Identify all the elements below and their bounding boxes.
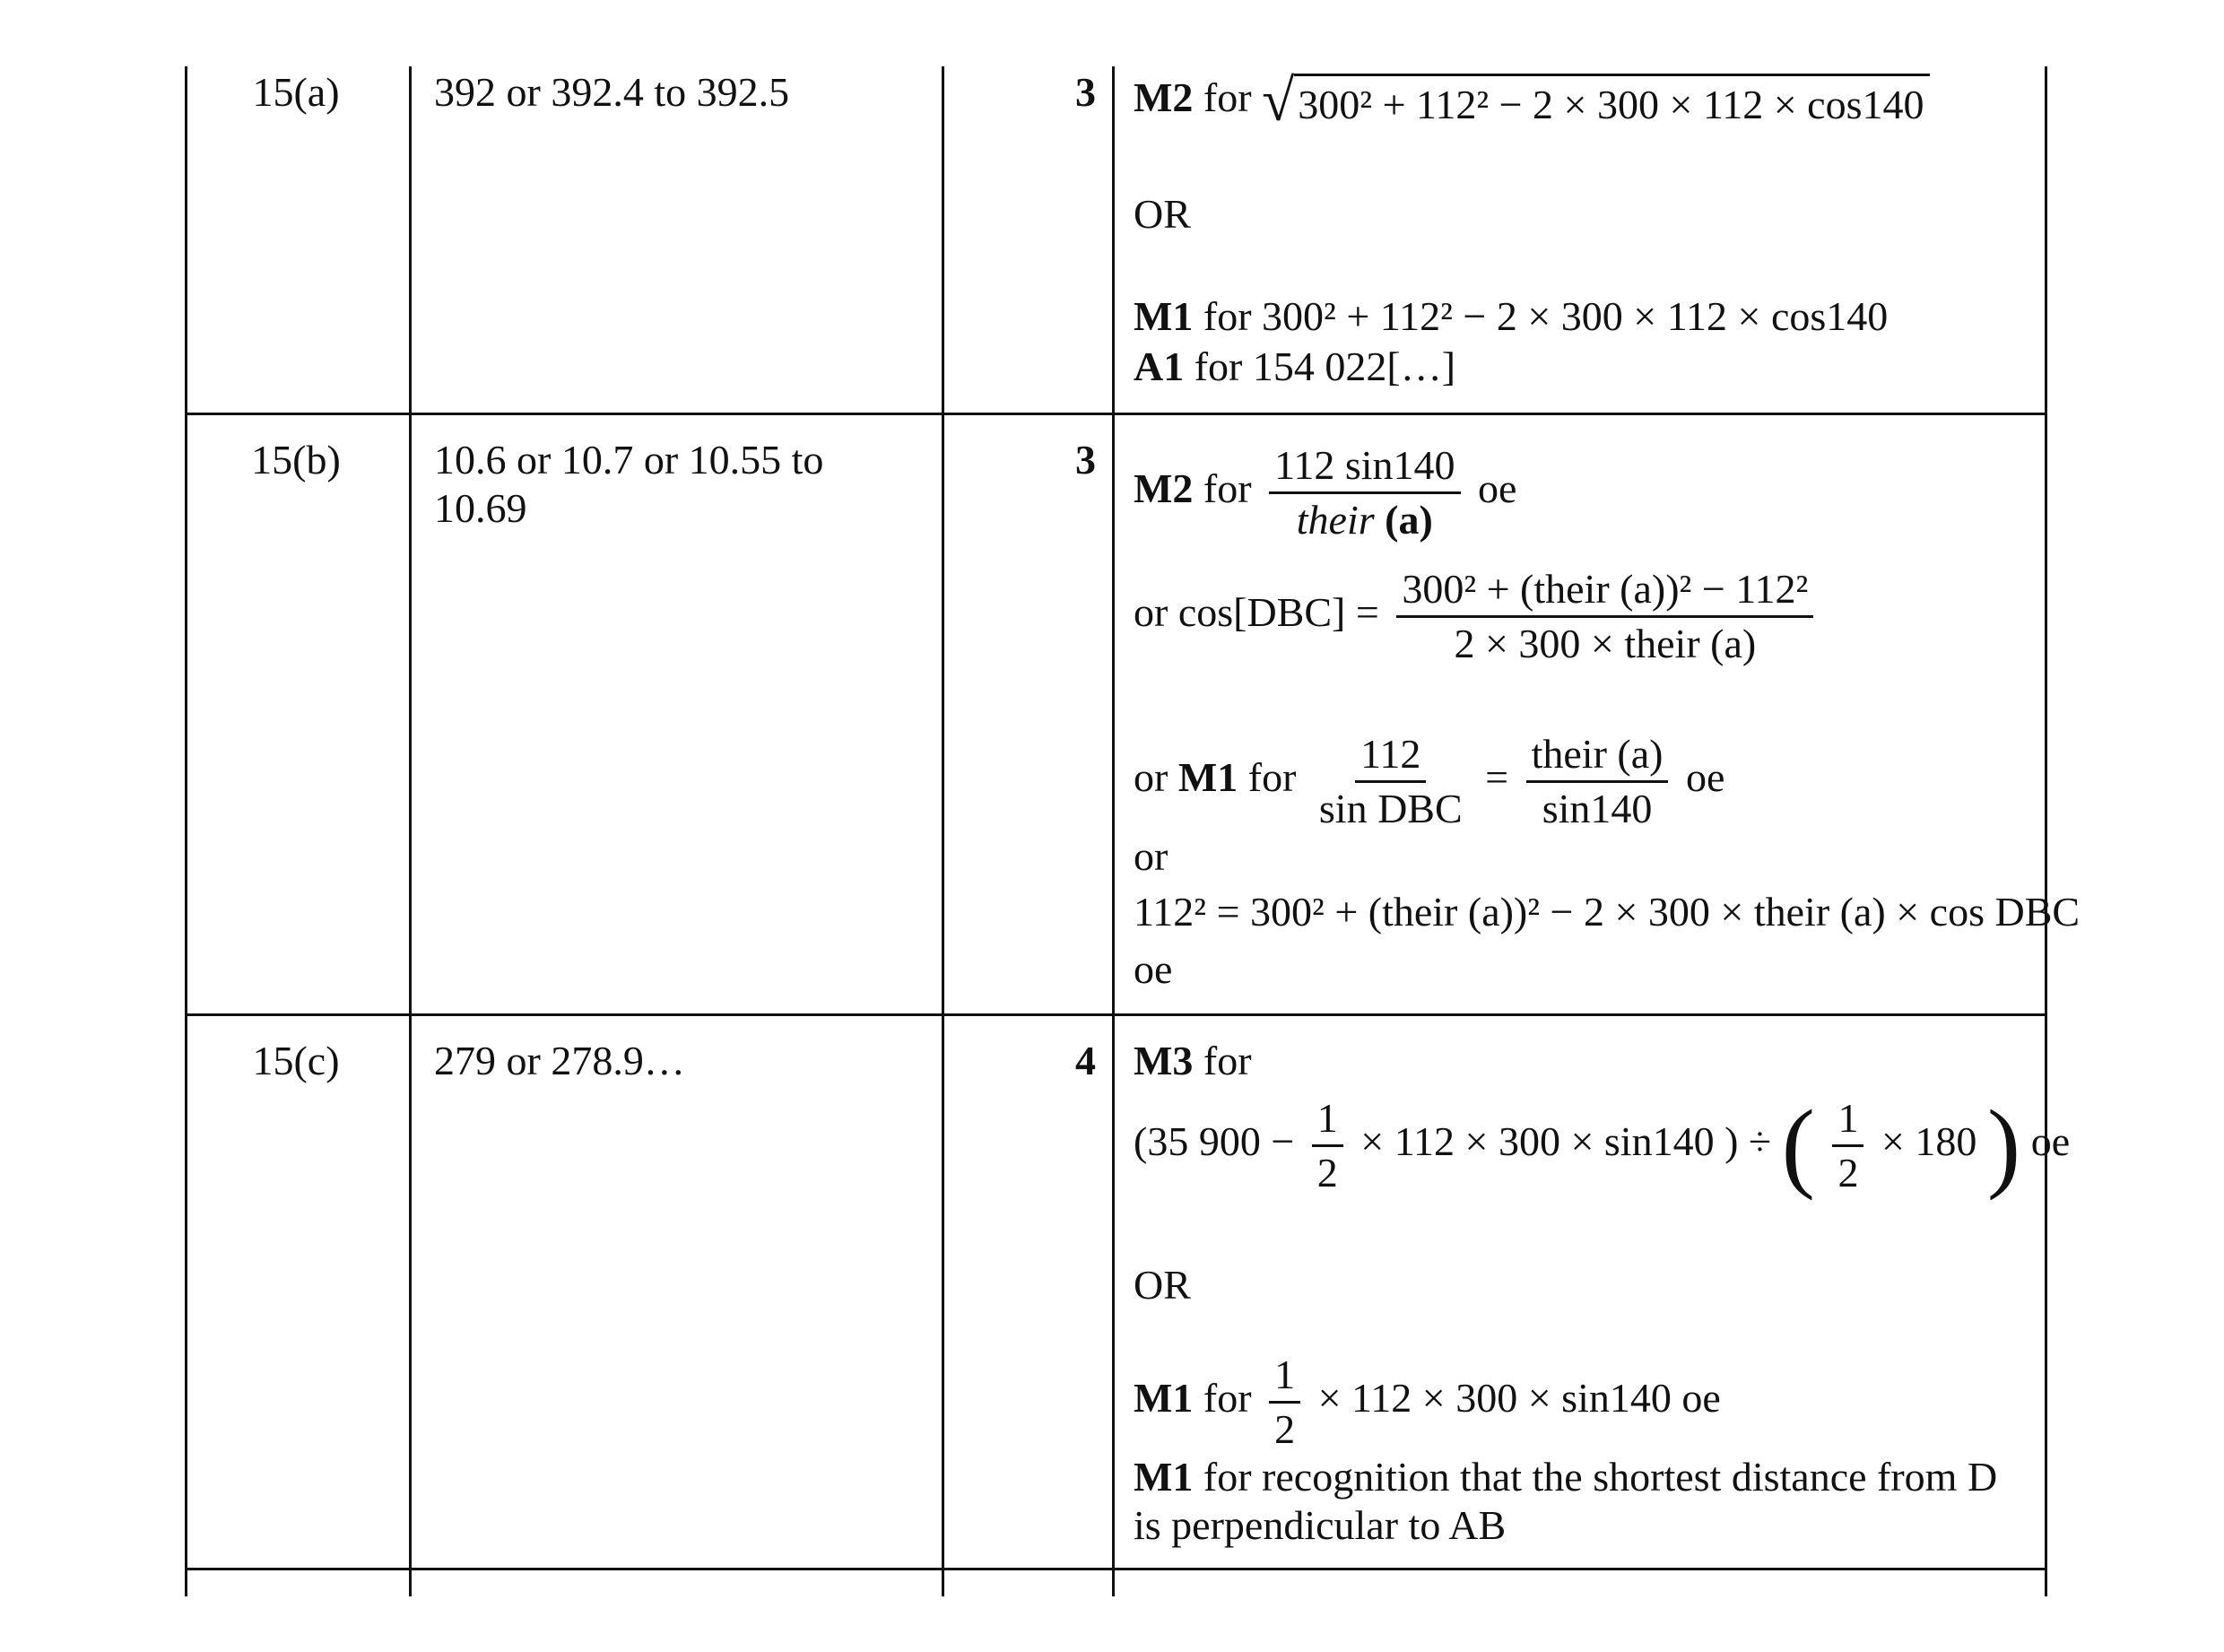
guidance-m3-heading: [1134, 1037, 1252, 1085]
guidance-or: or: [1134, 754, 1168, 801]
mark-code: M1: [1134, 293, 1194, 339]
guidance-text: for 300² + 112² − 2 × 300 × 112 × cos140: [1203, 293, 1889, 339]
fraction-half: [1312, 1092, 1343, 1199]
expr-tail: × 180: [1881, 1118, 1977, 1165]
answer: 392 or 392.4 to 392.5: [434, 69, 790, 115]
question-number: 15(c): [252, 1038, 340, 1083]
column-border-marks: [1112, 66, 1115, 1596]
fraction: [1396, 563, 1813, 670]
fraction-denominator: 2 × 300 × their (a): [1454, 621, 1757, 666]
expr-start: (35 900 −: [1134, 1118, 1295, 1165]
guidance-oe: oe: [1478, 465, 1517, 512]
mark-code: A1: [1134, 343, 1185, 389]
fraction-numerator: 1: [1832, 1092, 1863, 1147]
guidance-text: or cos[DBC] =: [1134, 589, 1379, 636]
fraction-numerator: 1: [1269, 1349, 1300, 1404]
fraction-half: [1832, 1092, 1863, 1199]
fraction-numerator: their (a): [1526, 728, 1669, 783]
mark-code: M1: [1177, 754, 1238, 801]
fraction: [1269, 439, 1460, 546]
guidance-or: or: [1134, 833, 1168, 879]
guidance-oe: oe: [1685, 754, 1725, 801]
fraction: [1526, 728, 1669, 835]
marks: 3: [1075, 437, 1096, 483]
answer-line-2: 10.69: [434, 485, 527, 531]
column-border-left: [185, 66, 187, 1596]
fraction-numerator: 300² + (their (a))² − 112²: [1396, 563, 1813, 618]
guidance-or: OR: [1134, 191, 1191, 237]
mark-code: M1: [1134, 1375, 1194, 1422]
marks: 4: [1075, 1038, 1096, 1083]
mark-code: M1: [1134, 1454, 1194, 1500]
right-paren: ): [1986, 1090, 2021, 1202]
guidance-cos-rule: [1134, 563, 1820, 670]
equals-sign: =: [1485, 754, 1509, 801]
guidance-or: OR: [1134, 1262, 1191, 1308]
guidance-for: for: [1203, 74, 1252, 121]
fraction-denominator: 2: [1316, 1150, 1338, 1196]
mark-code: M3: [1134, 1038, 1194, 1083]
guidance-m3-expression: [1134, 1090, 2071, 1202]
guidance-m1: [1134, 292, 1888, 341]
guidance-for: for: [1203, 1038, 1252, 1083]
fraction-denominator: 2: [1837, 1150, 1859, 1196]
sqrt-radicand: 300² + 112² − 2 × 300 × 112 × cos140: [1294, 74, 1929, 130]
column-border-question: [409, 66, 412, 1596]
left-paren: (: [1781, 1090, 1815, 1202]
row-divider-3: [185, 1568, 2045, 1570]
fraction-numerator: 112 sin140: [1269, 439, 1460, 494]
row-divider-2: [185, 1013, 2045, 1016]
part-ref: (a): [1385, 497, 1433, 543]
row-divider-1: [185, 413, 2045, 415]
guidance-text: for recognition that the shortest distance from D: [1203, 1454, 1998, 1500]
fraction-denominator: 2: [1274, 1406, 1296, 1452]
question-number: 15(b): [251, 437, 341, 483]
fraction-denominator: [1291, 494, 1438, 546]
guidance-m2-fraction: [1134, 439, 1516, 546]
fraction-denominator: sin140: [1542, 786, 1653, 831]
guidance-text: for 154 022[…]: [1194, 343, 1456, 389]
fraction-denominator: sin DBC: [1318, 786, 1463, 831]
fraction: [1314, 728, 1468, 835]
guidance-a1: [1134, 343, 1455, 391]
square-root: [1262, 68, 1929, 134]
guidance-cosine-rule: 112² = 300² + (their (a))² − 2 × 300 × their (a) × cos DBC: [1134, 889, 2081, 935]
guidance-for: for: [1247, 754, 1297, 801]
guidance-m1-area: [1134, 1349, 1721, 1456]
fraction-half: [1269, 1349, 1300, 1456]
their-text: their: [1296, 497, 1375, 543]
guidance-m1-sine-rule: [1134, 728, 1724, 835]
guidance-for: for: [1203, 1375, 1252, 1422]
guidance-oe: oe: [1134, 946, 1173, 992]
guidance-oe: oe: [2030, 1118, 2071, 1165]
marks: 3: [1075, 69, 1096, 115]
column-border-right: [2045, 66, 2047, 1596]
guidance-text: × 112 × 300 × sin140 oe: [1317, 1375, 1721, 1422]
sqrt-icon: √: [1262, 68, 1295, 134]
answer: 279 or 278.9…: [434, 1038, 685, 1083]
guidance-m1-perpendicular-line-2: is perpendicular to AB: [1134, 1502, 1507, 1548]
fraction-numerator: 112: [1355, 728, 1426, 783]
mark-code: M2: [1134, 465, 1194, 512]
guidance-for: for: [1203, 465, 1252, 512]
expr-mid: × 112 × 300 × sin140 ) ÷: [1360, 1118, 1772, 1165]
mark-code: M2: [1134, 74, 1194, 121]
guidance-m1-perpendicular: [1134, 1453, 1997, 1501]
guidance-m2-sqrt: [1134, 68, 1930, 134]
column-border-answer: [942, 66, 944, 1596]
fraction-numerator: 1: [1312, 1092, 1343, 1147]
question-number: 15(a): [252, 69, 340, 115]
answer-line-1: 10.6 or 10.7 or 10.55 to: [434, 437, 824, 483]
